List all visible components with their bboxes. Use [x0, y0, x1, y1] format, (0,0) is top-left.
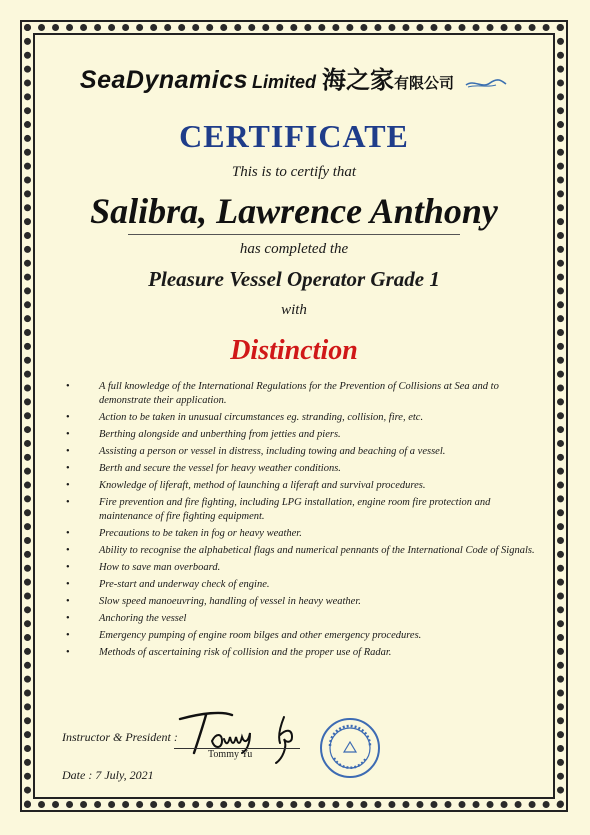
competency-item: • Emergency pumping of engine room bilges and other emergency procedures.	[66, 629, 536, 643]
certificate-body	[40, 40, 548, 792]
recipient-underline	[128, 234, 460, 235]
competency-item: • Slow speed manoeuvring, handling of vessel in heavy weather.	[66, 595, 536, 609]
company-name-zh: 海之家	[322, 66, 395, 94]
instructor-label: Instructor & President :	[62, 730, 178, 744]
competency-item: • Precautions to be taken in fog or heavy weather.	[66, 527, 536, 541]
company-suffix: Limited	[252, 72, 317, 92]
with-text: with	[281, 302, 307, 318]
competency-item: • How to save man overboard.	[66, 561, 536, 575]
company-name-zh-suffix: 有限公司	[394, 74, 455, 92]
recipient-name: Salibra, Lawrence Anthony	[90, 191, 498, 231]
competency-item: • Action to be taken in unusual circumstances eg. stranding, collision, fire, etc.	[66, 411, 536, 425]
certify-text: This is to certify that	[231, 164, 357, 180]
competency-item: • Ability to recognise the alphabetical flags and numerical pennants of the International Code of Signals.	[66, 544, 536, 558]
company-header	[40, 60, 548, 95]
competency-item: • Berth and secure the vessel for heavy weather conditions.	[66, 462, 536, 476]
competency-item: • Knowledge of liferaft, method of launching a liferaft and survival procedures.	[66, 479, 536, 493]
signatory-name: Tommy Yu	[208, 749, 253, 760]
competency-item: • Anchoring the vessel	[66, 612, 536, 626]
competency-item: • Berthing alongside and unberthing from jetties and piers.	[66, 428, 536, 442]
competency-item: • Fire prevention and fire fighting, including LPG installation, engine room fire protection and maintenance of fire fighting equipment.	[66, 496, 536, 524]
competency-item: • A full knowledge of the International Regulations for the Prevention of Collisions at Sea and to demonstrate their application.	[66, 380, 536, 408]
completed-text: has completed the	[239, 241, 349, 257]
company-seal-icon	[318, 716, 382, 780]
certificate-title: CERTIFICATE	[179, 118, 409, 154]
issue-date: Date : 7 July, 2021	[62, 768, 154, 782]
competency-item: • Methods of ascertaining risk of collision and the proper use of Radar.	[66, 646, 536, 660]
competency-list	[66, 380, 536, 664]
competency-item: • Pre-start and underway check of engine.	[66, 578, 536, 592]
grade-distinction: Distinction	[230, 335, 358, 366]
company-name-en: SeaDynamics	[79, 66, 249, 94]
course-name: Pleasure Vessel Operator Grade 1	[148, 267, 440, 291]
competency-item: • Assisting a person or vessel in distress, including towing and beaching of a vessel.	[66, 445, 536, 459]
wave-logo-icon	[464, 75, 508, 93]
